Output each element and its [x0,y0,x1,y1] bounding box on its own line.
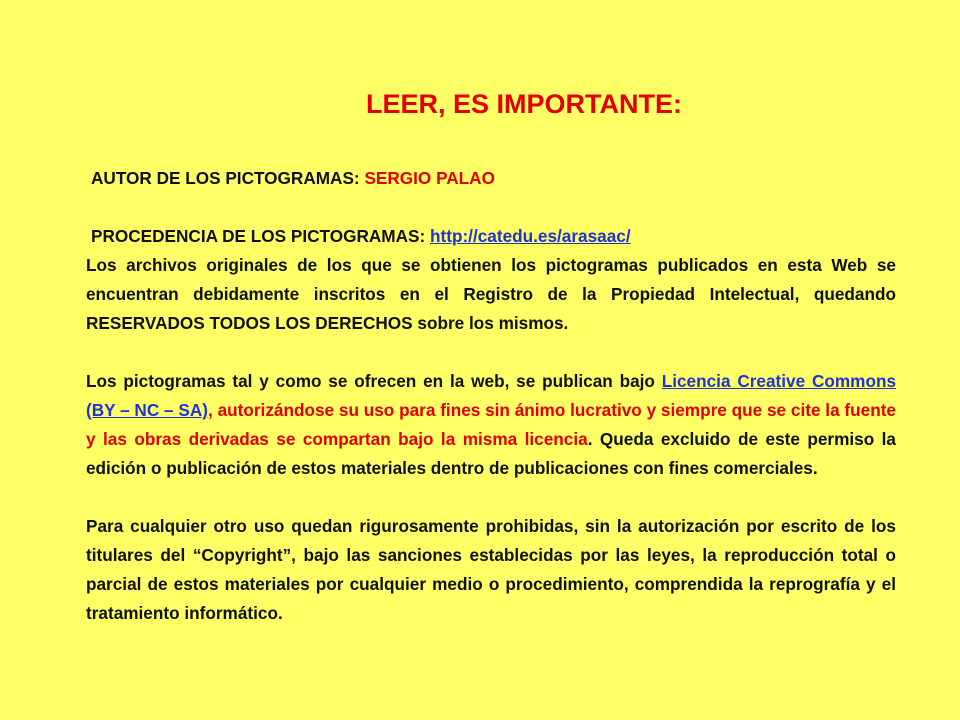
source-link[interactable]: http://catedu.es/arasaac/ [430,226,631,246]
source-label: PROCEDENCIA DE LOS PICTOGRAMAS: [91,226,426,246]
slide-content [86,164,896,628]
author-line [86,164,896,193]
license-paragraph [86,367,896,483]
license-intro: Los pictogramas tal y como se ofrecen en la web, se publican bajo [86,371,662,391]
license-link[interactable]: Licencia Creative Commons [661,371,896,391]
prohibition-paragraph: Para cualquier otro uso quedan rigurosamente prohibidas, sin la autorización por escrito de los titulares del “Copyright”, bajo las sanciones establecidas por las leyes, la reproducción total o parcial de estos materiales por cualquier medio o procedimiento, comprendida la reprografía y el tratamiento informático. [86,516,896,623]
license-conditions: autorizándose su uso para fines sin ánimo lucrativo y siempre que se cite la fuente y las obras derivadas se compartan bajo la misma licencia [86,400,896,449]
spacer [86,338,896,367]
license-closing: . Queda excluido de este permiso la edición o publicación de estos materiales dentro de publicaciones con fines comerciales. [86,429,896,478]
author-name: SERGIO PALAO [364,168,495,188]
source-line [86,222,896,251]
slide-title: LEER, ES IMPORTANTE: [365,89,682,119]
spacer [86,483,896,512]
license-type-link[interactable]: (BY – NC – SA) [86,400,209,420]
copyright-paragraph: Los archivos originales de los que se obtienen los pictogramas publicados en esta Web se encuentran debidamente inscritos en el Registro de la Propiedad Intelectual, quedando RESERVADOS TODOS LOS DERECHOS sobre los mismos. [86,255,896,333]
license-comma: , [208,400,213,420]
author-label: AUTOR DE LOS PICTOGRAMAS: [91,168,360,188]
spacer [86,193,896,222]
